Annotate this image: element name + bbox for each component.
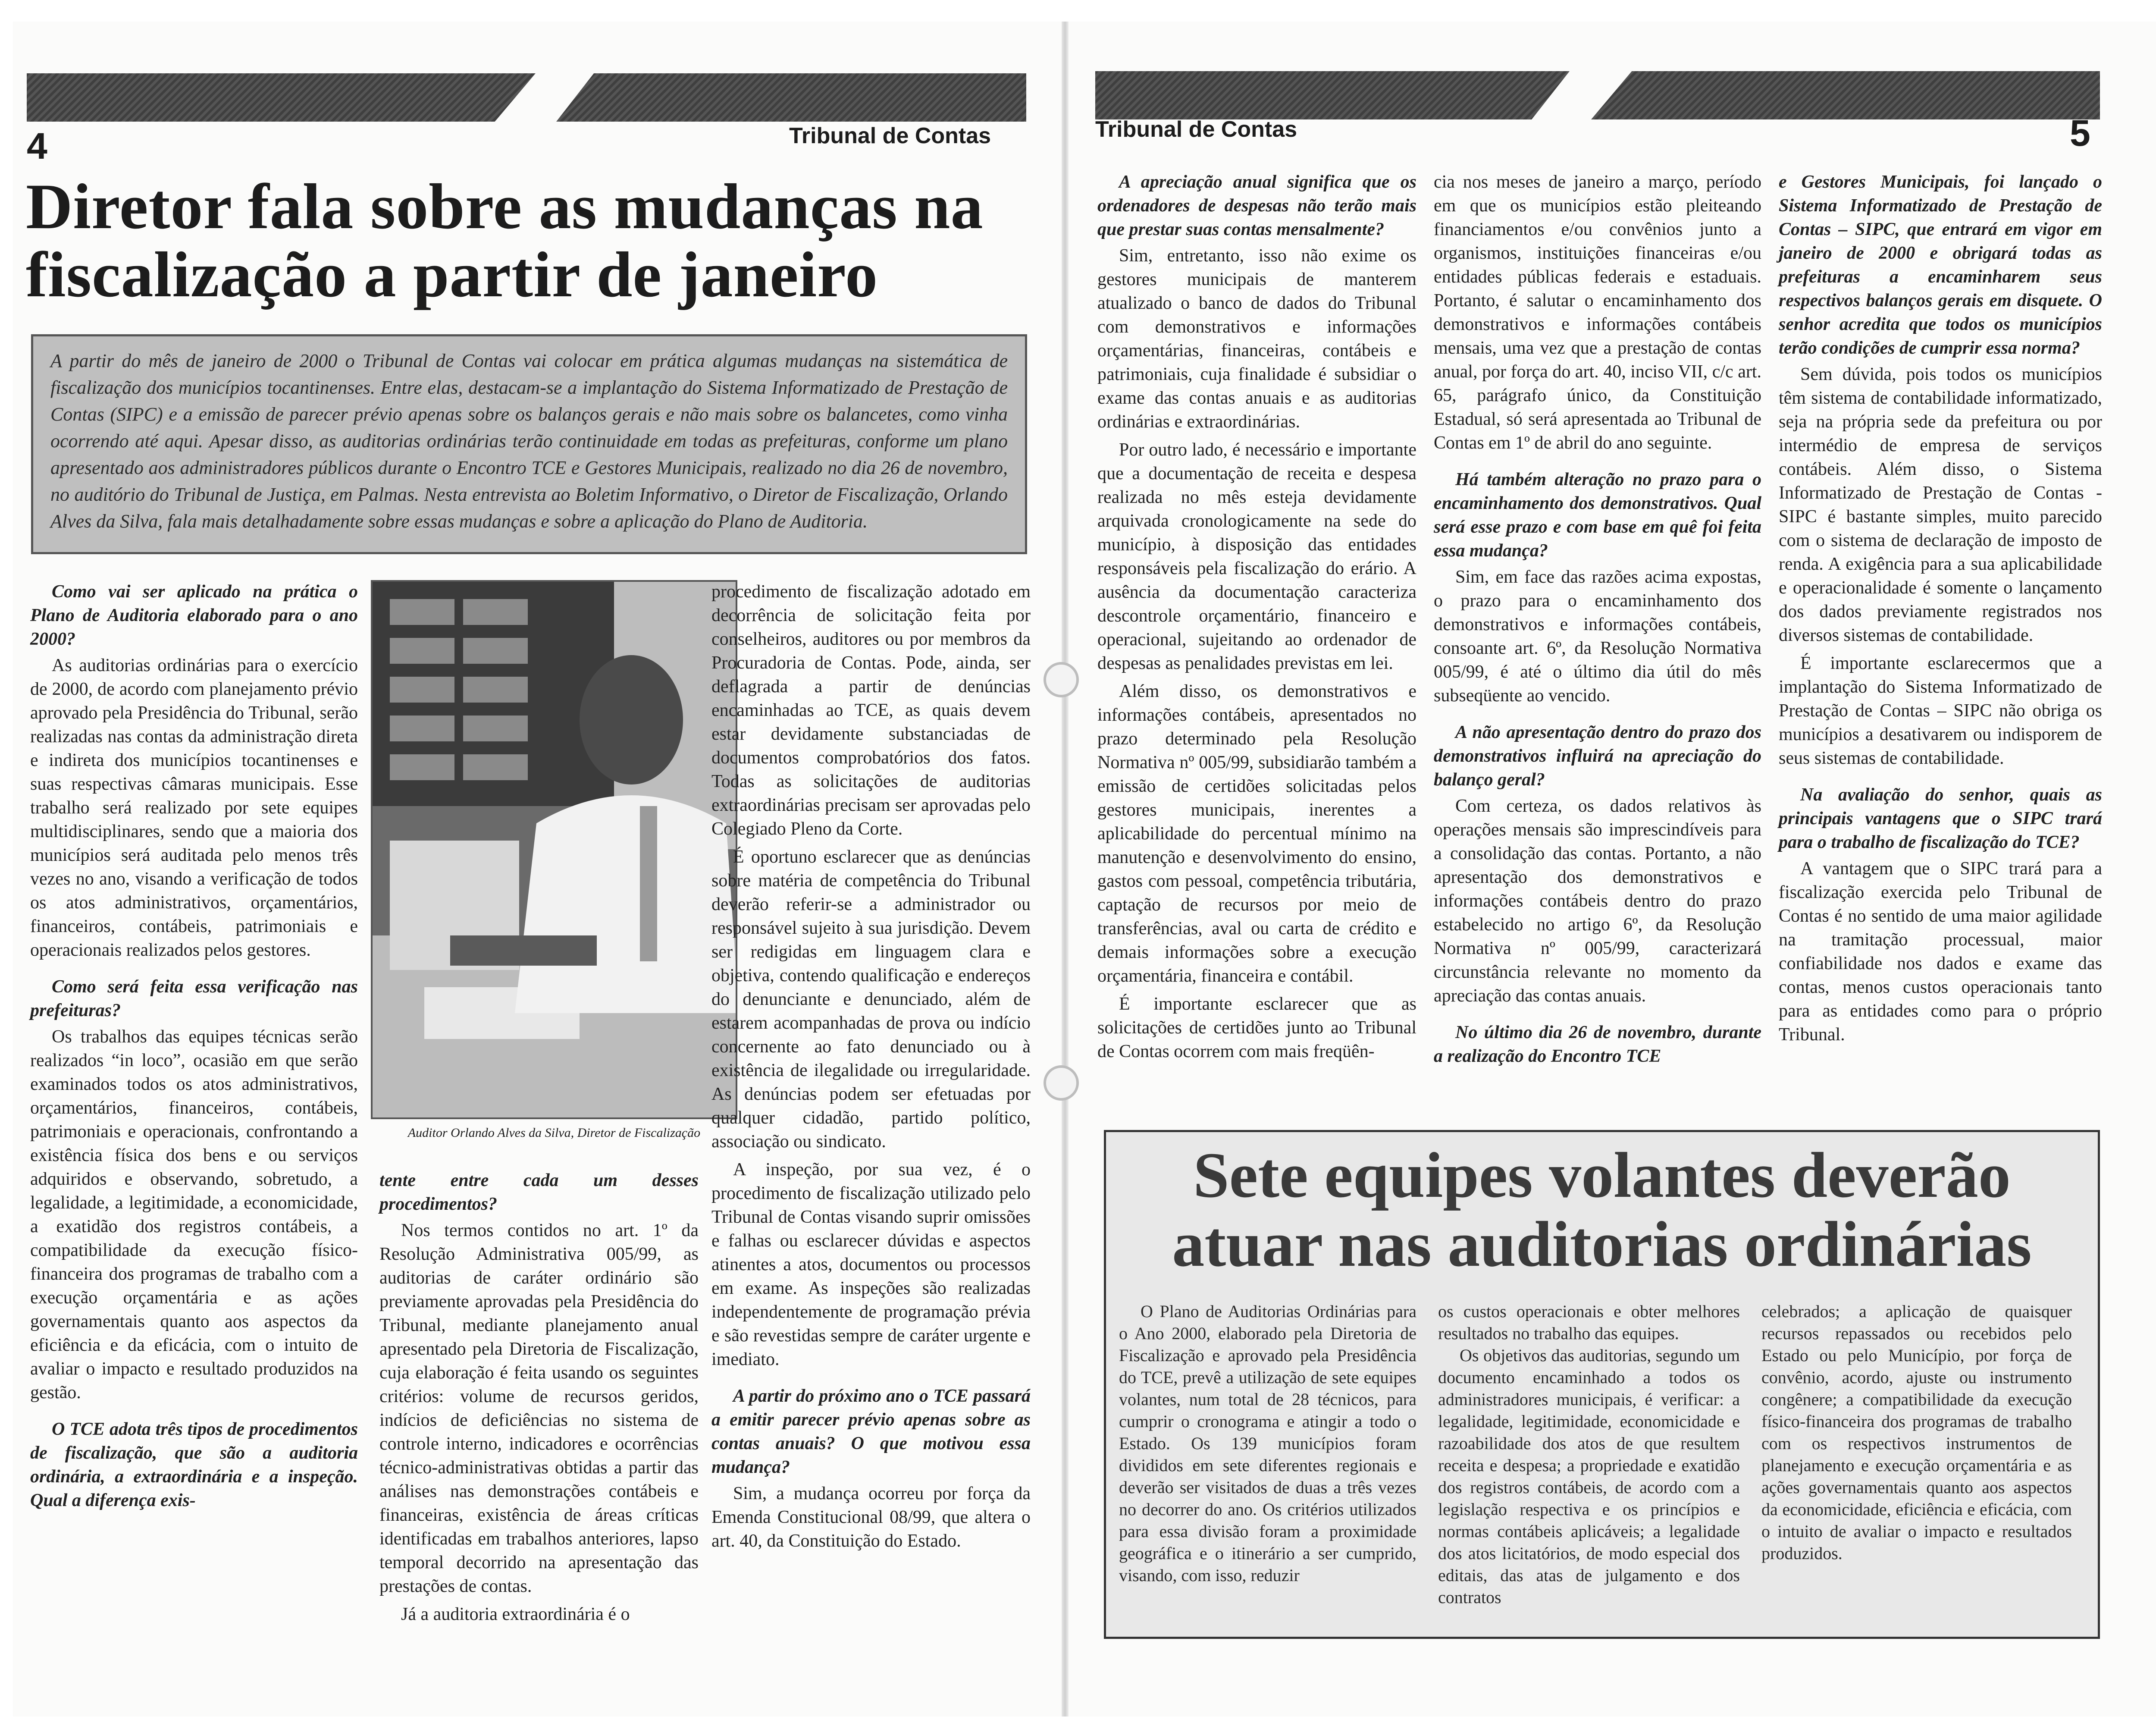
question-continued: e Gestores Municipais, foi lançado o Sistema Informatizado de Prestação de Contas – SIPC, que entrará em vigor em janeiro de 2000 e obrigará todas as prefeituras a encaminharem seus respectivos balanços gerais em disquete. O senhor acredita que todos os municípios terão condições de cumprir essa norma? — [1779, 172, 2102, 358]
right-column-2 — [1434, 170, 1761, 1111]
question: O TCE adota três tipos de procedimentos de fiscalização, que são a auditoria ordinária, a extraordinária e a inspeção. Qual a diferença exis- — [30, 1419, 358, 1510]
photo-image — [373, 582, 737, 1119]
intro-text: A partir do mês de janeiro de 2000 o Tribunal de Contas vai colocar em prática algumas mudanças na sistemática de fiscalização dos municípios tocantinenses. Entre elas, destacam-se a implantação do Sistema Informatizado de Prestação de Contas (SIPC) e a emissão de parecer prévio apenas sobre os balanços gerais e não mais sobre os balancetes, como vinha ocorrendo até aqui. Apesar disso, as auditorias ordinárias terão continuidade em todas as prefeituras, conforme um plano apresentado aos administradores públicos durante o Encontro TCE e Gestores Municipais, realizado no dia 26 de novembro, no auditório do Tribunal de Justiça, em Palmas. Nesta entrevista ao Boletim Informativo, o Diretor de Fiscalização, Orlando Alves da Silva, fala mais detalhadamente sobre essas mudanças e sobre a aplicação do Plano de Auditoria. — [50, 350, 1008, 532]
header-bar-left-a — [27, 73, 536, 122]
intro-box — [31, 334, 1027, 554]
main-headline: Diretor fala sobre as mudanças na fiscalização a partir de janeiro — [26, 171, 984, 311]
answer: Já a auditoria extraordinária é o — [401, 1604, 630, 1624]
answer: Sem dúvida, pois todos os municípios têm sistema de contabilidade informatizado, seja na própria sede da prefeitura ou por intermédio de empresa de serviços contábeis. Além disso, o Sistema Informatizado de Prestação de Contas - SIPC é bastante simples, muito parecido com o sistema de declaração de imposto de renda. A exigência para a sua aplicabilidade e operacionalidade é somente o lançamento dos dados previamente registrados nos diversos sistemas de contabilidade. — [1779, 364, 2102, 645]
director-photo — [371, 580, 737, 1119]
staple-hole — [1044, 1065, 1079, 1101]
left-column-1 — [30, 580, 358, 1624]
sidebar-text: O Plano de Auditorias Ordinárias para o Ano 2000, elaborado pela Diretoria de Fiscalização e aprovado pela Presidência do TCE, prevê a utilização de sete equipes volantes, num total de 28 técnicos, para cumprir o cronograma e atingir a todo o Estado. Os 139 municípios foram divididos em sete diferentes regionais e deverão ser visitados de duas a três vezes no decorrer do ano. Os critérios utilizados para essa divisão foram a proximidade geográfica e o itinerário a ser cumprido, visando, com isso, reduzir — [1119, 1302, 1416, 1585]
question: Na avaliação do senhor, quais as principais vantagens que o SIPC trará para o trabalho de fiscalização do TCE? — [1779, 785, 2102, 852]
sidebar-headline: Sete equipes volantes deverão atuar nas auditorias ordinárias — [1172, 1139, 2032, 1280]
answer-continued: cia nos meses de janeiro a março, período em que os municípios estão pleiteando financiamentos e/ou convênios junto a organismos, instituições financeiras e/ou entidades públicas federais e estaduais. Portanto, é salutar o encaminhamento dos demonstrativos e informações contábeis mensais, uma vez que a prestação de contas anual, por força do art. 40, inciso VII, c/c art. 65, parágrafo único, da Constituição Estadual, só será apresentada ao Tribunal de Contas em 1º de abril do ano seguinte. — [1434, 172, 1761, 453]
answer: Os trabalhos das equipes técnicas serão realizados “in loco”, ocasião em que serão examinados todos os atos administrativos, orçamentários, financeiros, contábeis, patrimoniais e operacionais, confrontando a existência física dos bens e ou serviços adquiridos e observando, sobretudo, a legalidade, a legitimidade, a economicidade, a exatidão dos registros contábeis, a compatibilidade da execução físico-financeira dos programas de trabalho com a execução orçamentária e as ações governamentais quanto aos aspectos da eficiência e da eficácia, com o intuito de avaliar o impacto e resultado produzidos na gestão. — [30, 1027, 358, 1403]
answer: Por outro lado, é necessário e importante que a documentação de receita e despesa realizada no mês esteja devidamente arquivada cronologicamente na sede do município, à disposição das entidades responsáveis pela fiscalização do erário. A ausência da documentação caracteriza descontrole orçamentário, financeiro e operacional, sujeitando ao ordenador de despesas as penalidades previstas em lei. — [1097, 440, 1416, 673]
staple-hole — [1044, 662, 1079, 697]
sidebar-column-2 — [1438, 1300, 1740, 1608]
photo-caption: Auditor Orlando Alves da Silva, Diretor de Fiscalização — [407, 1126, 701, 1140]
answer: Além disso, os demonstrativos e informações contábeis, apresentados no prazo determinado pela Resolução Normativa nº 005/99, subsidiarão também a emissão de certidões solicitadas pelos gestores municipais, inerentes a aplicabilidade do percentual mínimo na manutenção e desenvolvimento do ensino, gastos com pessoal, competência tributária, captação de recursos por meio de transferências, aval ou carta de crédito e demais informações sobre a execução orçamentária, financeira e contábil. — [1097, 681, 1416, 986]
sidebar-box — [1104, 1130, 2100, 1639]
question: Como será feita essa verificação nas prefeituras? — [30, 977, 358, 1020]
question: A não apresentação dentro do prazo dos demonstrativos influirá na apreciação do balanço geral? — [1434, 722, 1761, 790]
question-continued: tente entre cada um desses procedimentos? — [379, 1171, 699, 1214]
question: No último dia 26 de novembro, durante a realização do Encontro TCE — [1434, 1023, 1761, 1066]
question: Como vai ser aplicado na prática o Plano de Auditoria elaborado para o ano 2000? — [30, 582, 358, 649]
sidebar-column-1 — [1119, 1300, 1416, 1586]
running-head-left: Tribunal de Contas — [789, 123, 991, 148]
running-head-right: Tribunal de Contas — [1095, 117, 1297, 142]
question: A apreciação anual significa que os ordenadores de despesas não terão mais que prestar suas contas mensalmente? — [1097, 172, 1416, 239]
sidebar-text: os custos operacionais e obter melhores resultados no trabalho das equipes. — [1438, 1302, 1740, 1343]
sidebar-text: celebrados; a aplicação de quaisquer recursos repassados ou recebidos pelo Estado ou pelo Município, por força de convênio, acordo, ajuste ou instrumento congênere; a compatibilidade da execução físico-financeira dos programas de trabalho com os respectivos instrumentos de planejamento e execução orçamentária e as ações governamentais quanto aos aspectos da economicidade, eficiência e eficácia, com o intuito de avaliar o impacto e resultados produzidos. — [1761, 1302, 2072, 1563]
right-column-3 — [1779, 170, 2102, 1111]
answer: É importante esclarecer que as solicitações de certidões junto ao Tribunal de Contas ocorrem com mais freqüên- — [1097, 994, 1416, 1061]
answer: Nos termos contidos no art. 1º da Resolução Administrativa 005/99, as auditorias de caráter ordinário são previamente aprovadas pela Presidência do Tribunal, mediante planejamento anual apresentado pela Diretoria de Fiscalização, cuja elaboração é feita usando os seguintes critérios: volume de recursos geridos, indícios de deficiências no sistema de controle interno, indicadores e ocorrências técnico-administrativas obtidas a partir das análises nas demonstrações contábeis e financeiras, existência de áreas críticas identificadas em trabalhos anteriores, lapso temporal decorrido na apresentação das prestações de contas. — [379, 1221, 699, 1596]
answer: Sim, entretanto, isso não exime os gestores municipais de manterem atualizado o banco de dados do Tribunal com demonstrativos e informações orçamentárias, financeiras, contábeis e patrimoniais, cuja finalidade é subsidiar o exame das contas anuais e as auditorias ordinárias e extraordinárias. — [1097, 246, 1416, 432]
answer: As auditorias ordinárias para o exercício de 2000, de acordo com planejamento prévio aprovado pela Presidência do Tribunal, serão realizadas nas contas da administração direta e indireta dos municípios tocantinenses e suas respectivas câmaras municipais. Esse trabalho será realizado por sete equipes multidisciplinares, sendo que a maioria dos municípios será auditada pelo menos três vezes no ano, visando a verificação de todos os atos administrativos, orçamentários, financeiros, contábeis, patrimoniais e operacionais realizados pelos gestores. — [30, 656, 358, 960]
right-column-1 — [1097, 170, 1416, 1111]
page-number-right: 5 — [2070, 113, 2090, 154]
sidebar-column-3 — [1761, 1300, 2072, 1564]
answer: Sim, a mudança ocorreu por força da Emenda Constitucional 08/99, que altera o art. 40, da Constituição do Estado. — [711, 1484, 1031, 1551]
sidebar-text: Os objetivos das auditorias, segundo um documento encaminhado a todos os administradores municipais, é verificar: a legalidade, legitimidade, economicidade e razoabilidade dos atos de que resultem receita e despesa; a propriedade e exatidão dos registros contábeis, de acordo com a legislação respectiva e os princípios e normas contábeis aplicáveis; a legalidade dos atos licitatórios, de modo especial dos editais, das atas de julgamento e dos contratos — [1438, 1346, 1740, 1607]
page-number-left: 4 — [27, 126, 47, 167]
left-column-2 — [379, 1169, 699, 1643]
answer: É importante esclarecermos que a implantação do Sistema Informatizado de Prestação de Contas – SIPC não obriga os municípios a desativarem ou indisporem de seus sistemas de contabilidade. — [1779, 653, 2102, 768]
question: Há também alteração no prazo para o encaminhamento dos demonstrativos. Qual será esse prazo e com base em quê foi feita essa mudança? — [1434, 470, 1761, 561]
answer: Sim, em face das razões acima expostas, o prazo para o encaminhamento dos demonstrativos e informações contábeis, consoante art. 6º, da Resolução Normativa 005/99, é até o último dia útil do mês subseqüente ao vencido. — [1434, 567, 1761, 706]
header-bar-right-b — [1591, 71, 2100, 119]
answer: A vantagem que o SIPC trará para a fiscalização exercida pelo Tribunal de Contas é no sentido de uma maior agilidade na tramitação processual, maior confiabilidade nos dados e exame das contas, menos custos operacionais tanto para as entidades como para o próprio Tribunal. — [1779, 859, 2102, 1045]
header-bar-left-b — [556, 73, 1026, 122]
answer: A inspeção, por sua vez, é o procedimento de fiscalização utilizado pelo Tribunal de Contas visando suprir omissões e falhas ou esclarecer dúvidas e aspectos atinentes a atos, documentos ou processos em exame. As inspeções são realizadas independentemente de programação prévia e são revestidas sempre de caráter urgente e imediato. — [711, 1160, 1031, 1369]
answer: Com certeza, os dados relativos às operações mensais são imprescindíveis para a consolidação das contas. Portanto, a não apresentação dos demonstrativos e informações contábeis dentro do prazo estabelecido no artigo 6º, da Resolução Normativa nº 005/99, caracterizará circunstância relevante no momento da apreciação das contas anuais. — [1434, 796, 1761, 1006]
left-column-3 — [711, 580, 1031, 1645]
answer: É oportuno esclarecer que as denúncias sobre matéria de competência do Tribunal deverão referir-se a administrador ou responsável sujeito à sua jurisdição. Devem ser redigidas em linguagem clara e objetiva, contendo qualificação e endereços do denunciante e denunciado, além de estarem acompanhadas de prova ou indício concernente ao fato denunciado ou à existência de ilegalidade ou irregularidade. As denúncias podem ser efetuadas por qualquer cidadão, partido político, associação ou sindicato. — [711, 847, 1031, 1152]
question: A partir do próximo ano o TCE passará a emitir parecer prévio apenas sobre as contas anuais? O que motivou essa mudança? — [711, 1386, 1031, 1477]
answer-continued: procedimento de fiscalização adotado em decorrência de solicitação feita por conselheiros, auditores ou por membros da Procuradoria de Contas. Pode, ainda, ser deflagrada a partir de denúncias encaminhadas ao TCE, as quais devem estar devidamente substanciadas de documentos comprobatórios dos fatos. Todas as solicitações de auditorias extraordinárias precisam ser aprovadas pelo Colegiado Pleno da Corte. — [711, 582, 1031, 839]
binding-gutter — [1062, 22, 1069, 1717]
header-bar-right-a — [1095, 71, 1570, 119]
